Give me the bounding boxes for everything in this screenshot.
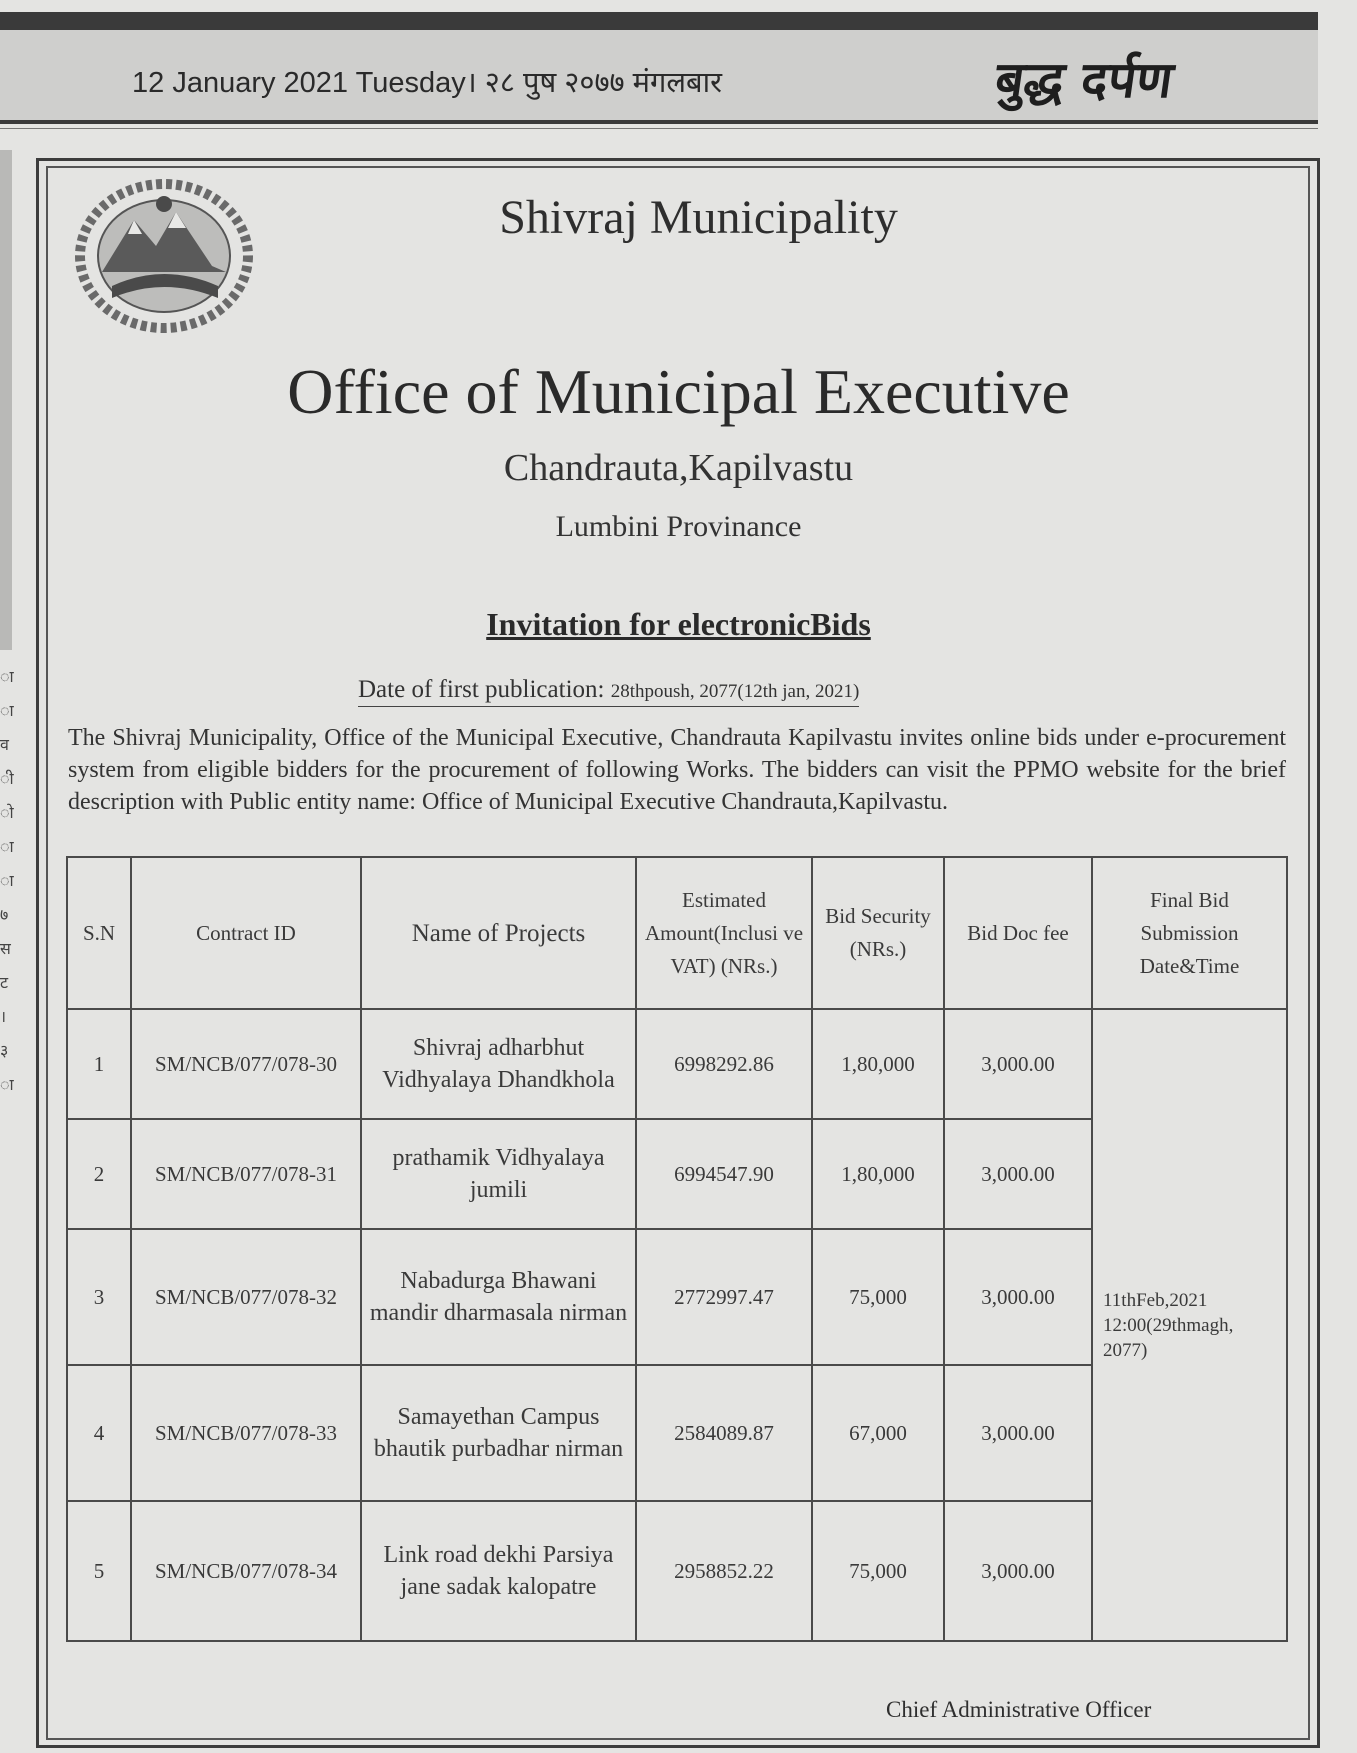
newspaper-masthead: बुद्ध दर्पण <box>991 51 1177 109</box>
publication-date-value: 28thpoush, 2077(12th jan, 2021) <box>610 681 860 702</box>
margin-glyph: ी <box>0 769 14 788</box>
masthead-top-bar <box>0 12 1318 30</box>
header-security: Bid Security (NRs.) <box>812 857 944 1009</box>
cell-amount: 2958852.22 <box>636 1501 812 1641</box>
margin-glyph: ा <box>0 837 14 856</box>
office-location: Chandrauta,Kapilvastu <box>503 447 854 489</box>
cell-sn: 3 <box>67 1229 131 1365</box>
margin-glyph: व <box>0 735 9 754</box>
cell-amount: 6994547.90 <box>636 1119 812 1229</box>
invitation-title: Invitation for electronicBids <box>486 606 871 642</box>
margin-glyph: ७ <box>0 905 9 924</box>
signature-title: Chief Administrative Officer <box>886 1697 1152 1722</box>
header-contract-id: Contract ID <box>131 857 361 1009</box>
cell-amount: 2772997.47 <box>636 1229 812 1365</box>
header-amount: Estimated Amount(Inclusi ve VAT) (NRs.) <box>636 857 812 1009</box>
cell-sn: 5 <box>67 1501 131 1641</box>
cell-submission-datetime: 11thFeb,2021 12:00(29thmagh, 2077) <box>1092 1009 1287 1641</box>
cell-contract-id: SM/NCB/077/078-31 <box>131 1119 361 1229</box>
province-name: Lumbini Provinance <box>555 510 802 543</box>
cell-contract-id: SM/NCB/077/078-32 <box>131 1229 361 1365</box>
cell-project: Link road dekhi Parsiya jane sadak kalopatre <box>361 1501 636 1641</box>
header-submission: Final Bid Submission Date&Time <box>1092 857 1287 1009</box>
cell-doc-fee: 3,000.00 <box>944 1501 1092 1641</box>
cell-security: 67,000 <box>812 1365 944 1501</box>
header-project: Name of Projects <box>361 857 636 1009</box>
adjacent-column-text <box>0 660 16 1102</box>
intro-paragraph: The Shivraj Municipality, Office of the Municipal Executive, Chandrauta Kapilvastu invites online bids under e-procurement system from eligible bidders for the procurement of following Works. The bidders can visit the PPMO website for the brief description with Public entity name: Office of Municipal Executive Chandrauta,Kapilvastu. <box>68 725 1286 815</box>
table-row <box>67 1009 1287 1119</box>
office-title: Office of Municipal Executive <box>287 356 1070 427</box>
header-rule <box>0 120 1318 124</box>
cell-amount: 6998292.86 <box>636 1009 812 1119</box>
cell-security: 1,80,000 <box>812 1119 944 1229</box>
municipality-name: Shivraj Municipality <box>499 191 898 244</box>
header-sn: S.N <box>67 857 131 1009</box>
cell-project: Nabadurga Bhawani mandir dharmasala nirman <box>361 1229 636 1365</box>
margin-glyph: ट <box>0 973 9 992</box>
cell-sn: 4 <box>67 1365 131 1501</box>
cell-sn: 1 <box>67 1009 131 1119</box>
margin-glyph: ा <box>0 1075 14 1094</box>
margin-glyph: ा <box>0 871 14 890</box>
works-table <box>66 856 1288 1642</box>
header-rule-thin <box>0 128 1318 129</box>
cell-contract-id: SM/NCB/077/078-33 <box>131 1365 361 1501</box>
cell-doc-fee: 3,000.00 <box>944 1119 1092 1229</box>
table-header-row <box>67 857 1287 1009</box>
header-doc-fee: Bid Doc fee <box>944 857 1092 1009</box>
cell-doc-fee: 3,000.00 <box>944 1009 1092 1119</box>
cell-security: 1,80,000 <box>812 1009 944 1119</box>
margin-glyph: स <box>0 939 11 958</box>
cell-security: 75,000 <box>812 1501 944 1641</box>
margin-glyph: । <box>0 1007 7 1026</box>
cell-contract-id: SM/NCB/077/078-30 <box>131 1009 361 1119</box>
cell-doc-fee: 3,000.00 <box>944 1229 1092 1365</box>
publication-date-label: Date of first publication: <box>358 676 605 703</box>
margin-glyph: ा <box>0 667 14 686</box>
margin-glyph: ा <box>0 701 14 720</box>
cell-project: prathamik Vidhyalaya jumili <box>361 1119 636 1229</box>
cell-amount: 2584089.87 <box>636 1365 812 1501</box>
publication-date <box>358 676 859 707</box>
newspaper-date-line: 12 January 2021 Tuesday। २८ पुष २०७७ मंगलबार <box>132 67 722 99</box>
cell-contract-id: SM/NCB/077/078-34 <box>131 1501 361 1641</box>
margin-glyph: ३ <box>0 1041 9 1060</box>
cell-project: Samayethan Campus bhautik purbadhar nirman <box>361 1365 636 1501</box>
cell-sn: 2 <box>67 1119 131 1229</box>
cell-doc-fee: 3,000.00 <box>944 1365 1092 1501</box>
margin-glyph: ो <box>0 803 14 822</box>
cell-security: 75,000 <box>812 1229 944 1365</box>
cell-project: Shivraj adharbhut Vidhyalaya Dhandkhola <box>361 1009 636 1119</box>
